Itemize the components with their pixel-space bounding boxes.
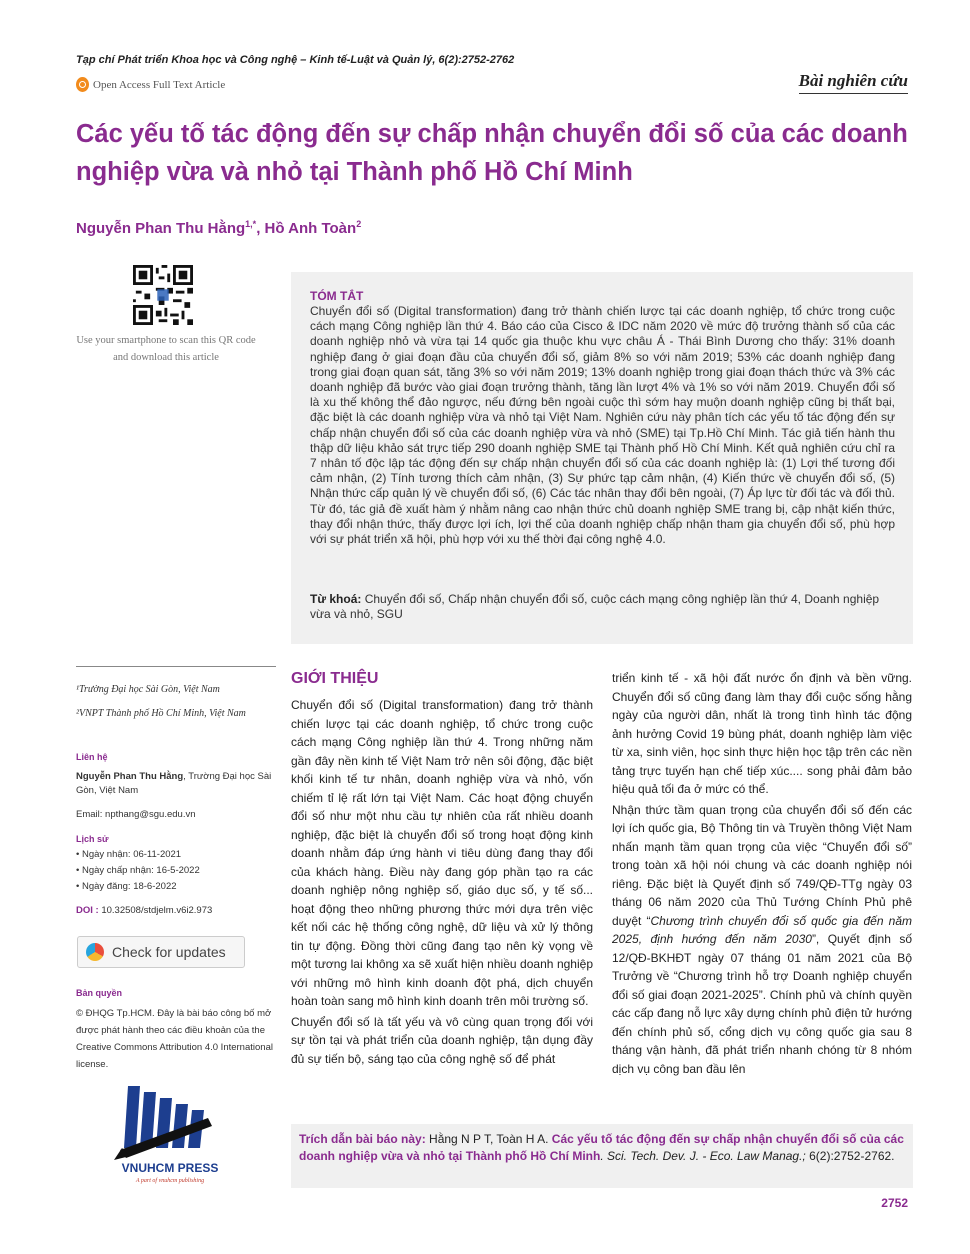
authors [76,219,361,237]
article-type: Bài nghiên cứu [799,71,908,94]
check-for-updates-button[interactable] [77,936,245,968]
author-2[interactable]: Hồ Anh Toàn [264,220,357,237]
intro-heading: GIỚI THIỆU [291,670,379,687]
history-accepted: • Ngày chấp nhận: 16-5-2022 [76,865,200,876]
doi-link[interactable]: 10.32508/stdjelm.v6i2.973 [101,905,213,916]
open-access-line [76,77,225,92]
check-updates-icon [86,943,104,961]
page-number: 2752 [881,1196,908,1210]
abstract-heading: TÓM TẮT [310,289,364,303]
history-published: • Ngày đăng: 18-6-2022 [76,881,177,892]
copyright-text: © ĐHQG Tp.HCM. Đây là bài báo công bố mở được phát hành theo các điều khoản của the Creative Commons Attribution 4.0 International license. [76,1008,273,1070]
affiliation-1: ¹Trường Đại học Sài Gòn, Việt Nam [76,684,220,695]
logo-subtext: A part of vnuhcm publishing [135,1178,205,1184]
doi-line [76,905,212,916]
affiliation-2: ²VNPT Thành phố Hồ Chí Minh, Việt Nam [76,708,246,719]
keywords-label: Từ khoá: [310,592,362,606]
qr-code-icon[interactable] [133,265,193,325]
open-access-icon [76,77,89,92]
sidebar-divider [76,666,276,667]
author-1-affil: 1,* [245,219,257,229]
citation-volume: 6(2):2752-2762. [805,1148,895,1163]
vnuhcm-press-logo [100,1078,240,1188]
keywords [310,592,895,622]
citation-title: Các yếu tố tác động đến sự chấp nhận chuyển đổi số của các doanh nghiệp vừa và nhỏ tại Thành phố Hồ Chí Minh [299,1132,904,1163]
c2p2-program-title: Chương trình chuyển đổi số quốc gia đến năm 2025, định hướng đến năm 2030 [612,913,912,946]
open-access-label: Open Access Full Text Article [93,78,226,91]
citation-journal: . Sci. Tech. Dev. J. - Eco. Law Manag.; [600,1148,806,1163]
copyright-heading: Bản quyền [76,988,123,998]
check-updates-label: Check for updates [112,944,226,960]
c2p2-part-a: Nhận thức tầm quan trọng của chuyển đổi số đến các lợi ích quốc gia, Bộ Thông tin và Truyền thông Việt Nam nhấn mạnh tầm quan trọng của việc “Chuyển đổi số” trong toàn xã hội nói chung và các doanh nghiệp nói riêng. Đặc biệt là Quyết định số 749/QĐ-TTg ngày 03 tháng 06 năm 2020 của Thủ Tướng Chính Phủ phê duyệt “ [612,802,912,928]
abstract-text: Chuyển đổi số (Digital transformation) đang trở thành chiến lược tại các doanh nghiệp, tổ chức trong cuộc cách mạng Công nghiệp lần thứ 4. Báo cáo của Cisco & IDC năm 2020 về mức độ trưởng thành số của các doanh nghiệp nhỏ và vừa tại 14 quốc gia thuộc khu vực châu Á - Thái Bình Dương cho thấy: 31% doanh nghiệp đang ở giai đoạn đầu của chuyển đổi số, giảm 8% so với năm 2019; 53% các doanh nghiệp đang trong giai đoạn quan sát, tăng 3% so với năm 2019; 13% doanh nghiệp trong giai đoạn thách thức và 3% các doanh nghiệp đã bước vào giai đoạn trưởng thành, tăng lần lượt 4% và 1% so với năm 2019. Chuyển đổi số là xu thế không thể đảo ngược, nếu đứng bên ngoài cuộc thì sớm hay muộn doanh nghiệp cũng bị thất bại, đặc biệt là các doanh nghiệp vừa và nhỏ tại Việt Nam. Nghiên cứu này phân tích các yếu tố tác động đến sự chấp nhận chuyển đổi số của các doanh nghiệp vừa và nhỏ (SME) tại Tp.Hồ Chí Minh. Tác giả tiến hành thu thập dữ liệu khảo sát trực tiếp 290 doanh nghiệp SME tại Thành phố Hồ Chí Minh. Kết quả nghiên cứu chỉ ra 7 nhân tố độc lập tác động đến sự chấp nhận chuyển đổi số của các doanh nghiệp là: (1) Lợi thế tương đối cảm nhận, (2) Tính tương thích cảm nhận, (3) Sự phức tạp cảm nhận, (4) Kiến thức về chuyển đổi số, (5) Nhận thức cấp quản lý về chuyển đổi số, (6) Các tác nhân thay đổi bên ngoài, (7) Áp lực từ đối tác và đối thủ. Từ đó, tác giả đề xuất hàm ý nhằm nâng cao nhận thức chủ doanh nghiệp SME trang bị, cập nhật kiến thức, thay đổi nhận thức, thấy được lợi ích, lợi thế của doanh nghiệp chấp nhận tham gia chuyển đổi số, phù hợp với sự phát triển xã hội, phù hợp với xu thế thời đại công nghệ 4.0. [310,304,895,547]
intro-column-1 [291,696,593,1068]
doi-label: DOI : [76,905,102,916]
qr-caption: Use your smartphone to scan this QR code and download this article [76,335,256,363]
history-received: • Ngày nhận: 06-11-2021 [76,849,182,860]
citation [299,1131,905,1164]
c2p2-part-b: ”, Quyết định số 12/QĐ-BKHĐT ngày 07 tháng 01 năm 2021 của Bộ Trưởng về “Chương trình hỗ trợ Doanh nghiệp chuyển đổi số giai đoạn 2021-2025”. Chính phủ và chính quyền các cấp đang nỗ lực xây dựng chính phủ điện tử hướng đến chính phủ số, cổng dịch vụ công quốc gia sau 8 tháng vận hành, đã phát triển nhanh chóng từ 8 nhóm dịch vụ công ban đầu lên [612,932,913,1076]
contact-affiliation: , Trường Đại học Sài Gòn, Việt Nam [76,771,272,796]
keywords-text: Chuyển đổi số, Chấp nhận chuyển đổi số, cuộc cách mạng công nghiệp lần thứ 4, Doanh nghiệp vừa và nhỏ, SGU [310,592,880,622]
author-1[interactable]: Nguyễn Phan Thu Hằng [76,220,246,237]
intro-col2-paragraph-2 [612,801,912,1079]
intro-paragraph-1: Chuyển đổi số (Digital transformation) đang trở thành chiến lược tại các doanh nghiệp, tổ chức trong cuộc cách mạng Công nghiệp lần thứ 4. Trong những năm gần đây nền kinh tế Việt Nam trở nên sôi động, đặc biệt khối kinh tế tư nhân, doanh nghiệp vừa và nhỏ, vốn chiếm tỉ lệ rất lớn tại Việt Nam. Các hoạt động chuyển đổi số như một nhu cầu tự nhiên của rất nhiều doanh nghiệp, đặc biệt là chuyển đổi số trong hoạt động kinh doanh nhằm đáp ứng hành vi tiêu dùng đang thay đổi của khách hàng. Điều này đang góp phần tạo ra các doanh nghiệp nông nghiệp số, giáo dục số, y tế số... hoạt động theo những phương thức mới dựa trên việc kết nối các hệ thống công nghệ, dữ liệu và xử lý thông tin tự động. Đồng thời cũng đang tạo nên kỳ vọng về một tương lai không xa sẽ xuất hiện nhiều doanh nghiệp với những mô hình kinh doanh đột phá, dịch chuyển hoàn toàn sang mô hình kinh doanh trên môi trường số. [291,698,593,1008]
history-heading: Lịch sử [76,834,109,844]
contact-info [76,770,276,798]
contact-heading: Liên hệ [76,752,108,762]
contact-email[interactable]: Email: npthang@sgu.edu.vn [76,809,196,820]
citation-label: Trích dẫn bài báo này: [299,1132,426,1146]
intro-col2-paragraph-1: triển kinh tế - xã hội đất nước ổn định và bền vững. Chuyển đổi số cũng đang làm thay đổi cuộc sống hằng ngày của người dân, nhất là trong tình hình tác động ảnh hưởng Covid 19 bùng phát, doanh nghiệp làm việc từ xa, sinh viên, học sinh thực hiện học tập trên các nền tảng trực tuyến hạn chế tiếp xúc.... song phải đảm bảo hiệu quả tối đa ở mức có thể. [612,671,912,796]
journal-line: Tạp chí Phát triển Khoa học và Công nghệ – Kinh tế-Luật và Quản lý, 6(2):2752-2762 [76,54,515,66]
intro-column-2 [612,669,912,1078]
article-title: Các yếu tố tác động đến sự chấp nhận chuyển đổi số của các doanh nghiệp vừa và nhỏ tại Thành phố Hồ Chí Minh [76,120,908,186]
citation-authors: Hằng N P T, Toàn H A. [425,1132,552,1146]
intro-paragraph-2: Chuyển đổi số là tất yếu và vô cùng quan trọng đối với sự tồn tại và phát triển của doanh nghiệp, tận dụng đầy đủ sự tiến bộ, sáng tạo của công nghệ số để phát [291,1014,593,1066]
contact-name: Nguyễn Phan Thu Hằng [76,771,184,782]
author-separator: , [256,220,265,237]
author-2-affil: 2 [356,219,362,229]
logo-text: VNUHCM PRESS [121,1161,219,1175]
